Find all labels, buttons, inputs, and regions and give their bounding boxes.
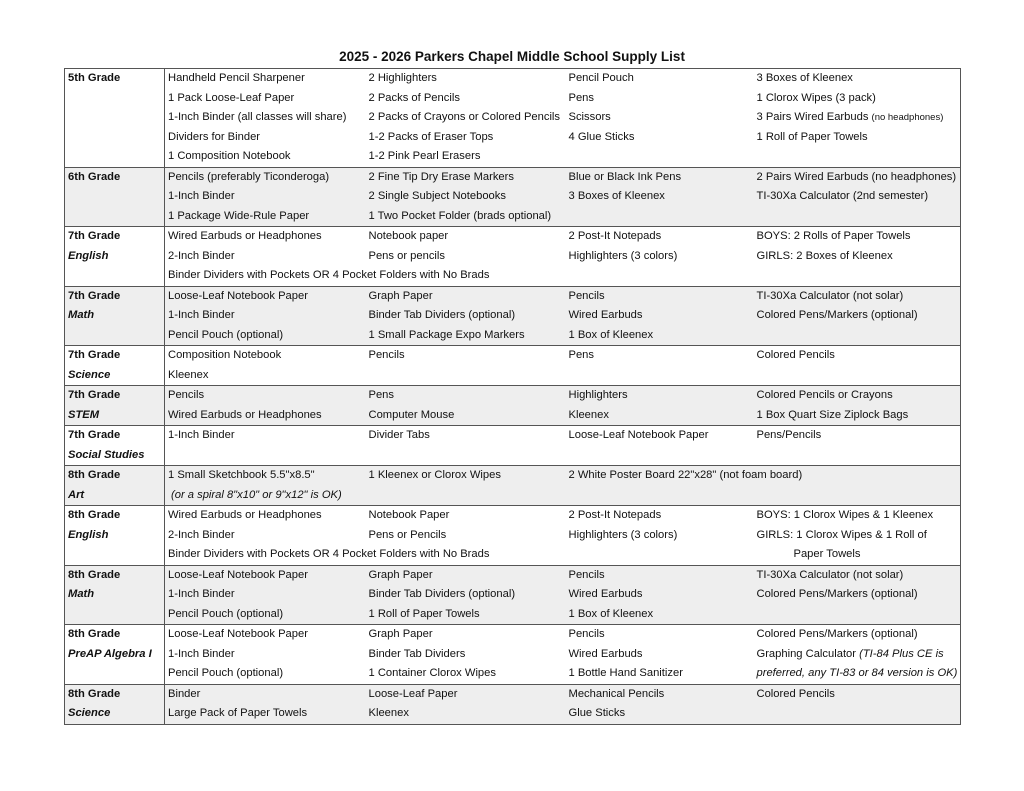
grade-blank [65,207,165,227]
grade-label: 8th Grade [65,506,165,526]
table-row [65,704,961,724]
grade-label: 8th Grade [65,625,165,645]
supply-item [754,147,961,167]
supply-item: Loose-Leaf Notebook Paper [165,286,366,306]
table-row [65,89,961,109]
supply-item: Kleenex [168,368,209,381]
supply-item: Graph Paper [366,286,566,306]
table-row [65,147,961,167]
supply-item: TI-30Xa Calculator (not solar) [754,565,961,585]
supply-item: Scissors [568,111,611,123]
supply-item: 1 Bottle Hand Sanitizer [568,667,683,679]
supply-item: 2-Inch Binder [168,249,235,262]
supply-item: Pencils (preferably Ticonderoga) [165,167,366,187]
supply-item [754,704,961,724]
table-row [65,625,961,645]
supply-item: 3 Boxes of Kleenex [566,187,754,207]
supply-item: 1 Kleenex or Clorox Wipes [366,466,566,486]
grade-label: 8th Grade [65,565,165,585]
supply-item: 2 Post-It Notepads [568,230,662,242]
table-row [65,526,961,546]
table-row [65,664,961,684]
table-row [65,406,961,426]
supply-item: 1 Package Wide-Rule Paper [165,207,366,227]
supply-item: Graph Paper [366,565,566,585]
group-8th-art [65,466,961,506]
supply-item: TI-30Xa Calculator (2nd semester) [754,187,961,207]
group-7th-stem [65,386,961,426]
supply-note: (TI-84 Plus CE is [859,647,944,660]
grade-blank [65,128,165,148]
supply-item: Kleenex [366,704,566,724]
table-row [65,69,961,89]
supply-item: Pens/Pencils [756,429,822,441]
supply-item-wide: Binder Dividers with Pockets OR 4 Pocket Folders with No Brads [168,269,490,281]
group-8th-english [65,506,961,566]
supply-item: Loose-Leaf Notebook Paper [568,429,709,441]
supply-item: Loose-Leaf Paper [366,684,566,704]
supply-item: Blue or Black Ink Pens [566,167,754,187]
supply-item [366,446,566,466]
grade-subject: Social Studies [65,446,165,466]
table-row [65,286,961,306]
supply-item: 1 Pack Loose-Leaf Paper [168,91,295,104]
supply-item [754,446,961,466]
supply-item: Kleenex [566,406,754,426]
group-5th-grade [65,69,961,168]
table-row [65,366,961,386]
supply-item: TI-30Xa Calculator (not solar) [754,286,961,306]
supply-item: 1 Container Clorox Wipes [368,667,496,679]
supply-item: Highlighters [566,386,754,406]
table-row [65,207,961,227]
supply-item: Pencils [566,565,754,585]
supply-item: Wired Earbuds or Headphones [168,509,322,521]
grade-blank [65,266,165,286]
grade-label: 7th Grade [65,286,165,306]
grade-blank [65,108,165,128]
table-row [65,167,961,187]
grade-subject: English [65,247,165,267]
supply-item: 1 Roll of Paper Towels [756,130,868,143]
supply-item: 2 Packs of Crayons or Colored Pencils [368,111,561,123]
group-7th-math [65,286,961,346]
supply-item: Highlighters (3 colors) [568,249,678,262]
supply-item: Pencil Pouch (optional) [165,605,366,625]
supply-item: 2 Packs of Pencils [368,91,460,104]
group-7th-english [65,227,961,287]
group-6th-grade [65,167,961,227]
table-row [65,346,961,366]
group-7th-social-studies [65,426,961,466]
supply-item: 1 Box of Kleenex [566,605,754,625]
supply-item: Mechanical Pencils [566,684,754,704]
grade-subject [65,89,165,109]
supply-item: Pencil Pouch [568,72,634,84]
table-row [65,306,961,326]
supply-item: Wired Earbuds [566,585,754,605]
group-8th-science [65,684,961,724]
supply-item: BOYS: 2 Rolls of Paper Towels [756,230,911,242]
supply-item: 3 Pairs Wired Earbuds [756,111,869,123]
table-row [65,247,961,267]
supply-item-continued: Paper Towels [793,548,861,560]
supply-item: 1 Composition Notebook [168,150,291,162]
grade-subject: Math [65,585,165,605]
supply-note: (or a spiral 8"x10" or 9"x12" is OK) [165,486,961,506]
supply-item: Pencil Pouch (optional) [168,667,284,679]
grade-label: 8th Grade [65,684,165,704]
supply-item: Divider Tabs [368,429,430,441]
supply-item: 1 Small Package Expo Markers [366,326,566,346]
supply-item: Binder Tab Dividers [368,647,466,660]
supply-item: 1 Clorox Wipes (3 pack) [756,91,876,104]
supply-item: 1-Inch Binder [165,585,366,605]
supply-item: Binder Tab Dividers (optional) [366,306,566,326]
grade-label: 5th Grade [65,69,165,89]
group-8th-math [65,565,961,625]
supply-item-with-note [754,645,961,665]
table-row [65,426,961,446]
supply-item [566,207,754,227]
grade-subject: Science [65,366,165,386]
supply-item: 2 Fine Tip Dry Erase Markers [366,167,566,187]
grade-subject: English [65,526,165,546]
grade-blank [65,605,165,625]
table-row [65,446,961,466]
table-row [65,506,961,526]
supply-item: 2 Pairs Wired Earbuds (no headphones) [754,167,961,187]
grade-label: 7th Grade [65,386,165,406]
supply-item: Pens or pencils [368,249,445,262]
supply-item: Pencils [368,349,405,361]
table-row [65,545,961,565]
grade-subject: Math [65,306,165,326]
supply-item: Graphing Calculator [756,647,860,660]
supply-item: Dividers for Binder [168,130,261,143]
grade-subject: Science [65,704,165,724]
group-7th-science [65,346,961,386]
supply-item: Colored Pens/Markers (optional) [756,628,918,640]
supply-item: 1 Box of Kleenex [566,326,754,346]
supply-item: 3 Boxes of Kleenex [756,72,853,84]
supply-item: 2 Highlighters [368,72,437,84]
grade-blank [65,545,165,565]
table-row [65,227,961,247]
group-8th-preap-algebra [65,625,961,685]
supply-item: 1-2 Pink Pearl Erasers [368,150,481,162]
table-row [65,128,961,148]
supply-item: 2 White Poster Board 22"x28" (not foam board) [566,466,961,486]
table-row [65,605,961,625]
supply-item [566,147,754,167]
supply-item-with-note [754,108,961,128]
supply-item: GIRLS: 1 Clorox Wipes & 1 Roll of [756,528,927,541]
supply-item: Colored Pens/Markers (optional) [754,306,961,326]
supply-item: Colored Pens/Markers (optional) [754,585,961,605]
supply-item [566,446,754,466]
supply-item: Loose-Leaf Notebook Paper [168,628,308,640]
supply-item: Glue Sticks [566,704,754,724]
supply-item: Wired Earbuds or Headphones [165,406,366,426]
supply-item [754,207,961,227]
table-row [65,326,961,346]
supply-item: Pens [366,386,566,406]
grade-blank [65,664,165,684]
grade-label: 6th Grade [65,167,165,187]
supply-item: Pencils [568,628,605,640]
grade-label: 8th Grade [65,466,165,486]
supply-item: 1-Inch Binder [168,429,235,441]
supply-item: 2-Inch Binder [168,528,235,541]
supply-item: 4 Glue Sticks [568,130,635,143]
supply-item: Pencils [165,386,366,406]
supply-note: preferred, any TI-83 or 84 version is OK) [756,667,958,679]
supply-item: 1 Roll of Paper Towels [366,605,566,625]
supply-item: Loose-Leaf Notebook Paper [165,565,366,585]
supply-item: 2 Post-It Notepads [568,509,662,521]
table-row [65,585,961,605]
grade-blank [65,187,165,207]
grade-subject: PreAP Algebra I [65,645,165,665]
supply-item: Colored Pencils or Crayons [754,386,961,406]
supply-item: 1 Two Pocket Folder (brads optional) [366,207,566,227]
supply-item: Handheld Pencil Sharpener [168,72,305,84]
table-row [65,108,961,128]
supply-item: Pencil Pouch (optional) [165,326,366,346]
supply-item: 1 Small Sketchbook 5.5"x8.5" [165,466,366,486]
table-row [65,486,961,506]
supply-item: Notebook paper [368,230,449,242]
grade-subject: STEM [65,406,165,426]
table-row [65,266,961,286]
supply-item: Wired Earbuds [566,306,754,326]
supply-item: 1-2 Packs of Eraser Tops [368,130,494,143]
supply-item: Colored Pencils [756,349,835,361]
supply-item: Wired Earbuds [568,647,643,660]
supply-item: Pens or Pencils [368,528,447,541]
supply-item: 1 Box Quart Size Ziplock Bags [754,406,961,426]
supply-item: Graph Paper [368,628,433,640]
supply-item: Colored Pencils [754,684,961,704]
grade-label: 7th Grade [65,346,165,366]
supply-item: Binder Tab Dividers (optional) [366,585,566,605]
supply-item: Computer Mouse [366,406,566,426]
supply-item [366,366,566,386]
table-row [65,187,961,207]
supply-item-wide: Binder Dividers with Pockets OR 4 Pocket Folders with No Brads [168,548,490,560]
table-row [65,565,961,585]
grade-subject: Art [65,486,165,506]
supply-item: Notebook Paper [368,509,450,521]
supply-item: Pencils [566,286,754,306]
supply-item [754,366,961,386]
supply-item: Large Pack of Paper Towels [165,704,366,724]
supply-item: Composition Notebook [168,349,282,361]
grade-blank [65,147,165,167]
table-row [65,386,961,406]
grade-label: 7th Grade [65,426,165,446]
table-row [65,466,961,486]
supply-item [566,366,754,386]
supply-item: 2 Single Subject Notebooks [366,187,566,207]
table-row [65,684,961,704]
page-title: 2025 - 2026 Parkers Chapel Middle School Supply List [339,49,685,64]
supply-item: Pens [568,91,594,104]
supply-item: Pens [568,349,594,361]
supply-item: 1-Inch Binder [168,647,235,660]
grade-label: 7th Grade [65,227,165,247]
supply-item: Wired Earbuds or Headphones [168,230,322,242]
supply-item: Binder [165,684,366,704]
supply-table [64,68,961,725]
supply-item: 1-Inch Binder [165,306,366,326]
supply-item [754,605,961,625]
supply-item: Highlighters (3 colors) [568,528,678,541]
supply-item [754,326,961,346]
supply-note: (no headphones) [871,112,944,123]
supply-item: BOYS: 1 Clorox Wipes & 1 Kleenex [756,509,934,521]
supply-item: 1-Inch Binder [165,187,366,207]
table-row [65,645,961,665]
supply-item: GIRLS: 2 Boxes of Kleenex [756,249,893,262]
supply-item [165,446,366,466]
grade-blank [65,326,165,346]
supply-item: 1-Inch Binder (all classes will share) [168,111,347,123]
